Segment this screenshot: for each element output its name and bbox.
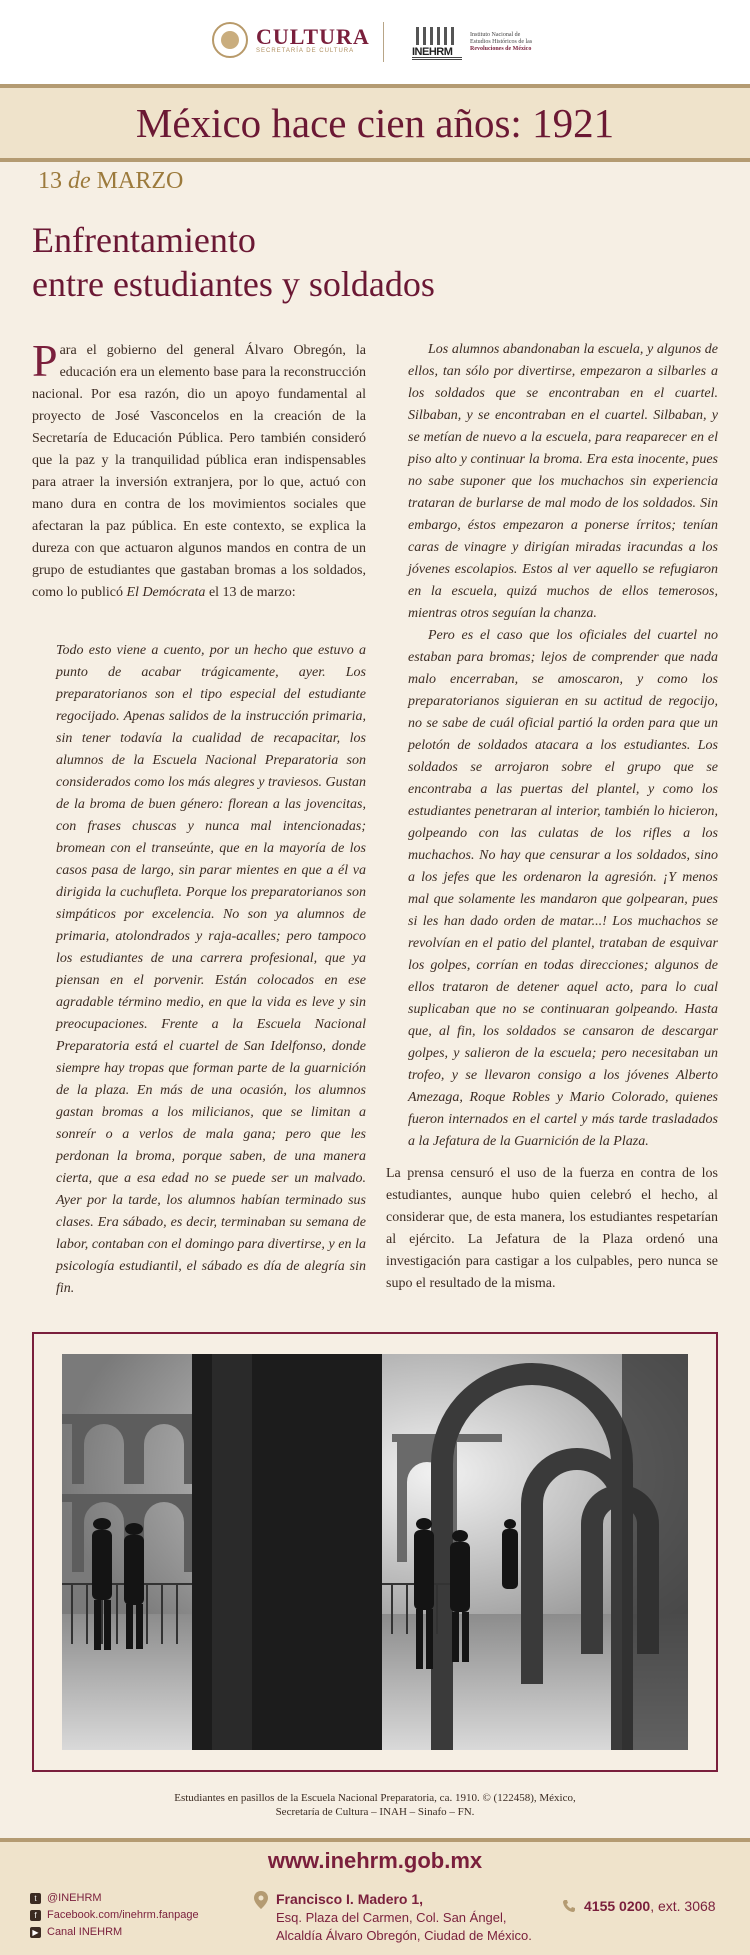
inehrm-line1: Instituto Nacional de — [470, 32, 521, 38]
date-de: de — [68, 168, 91, 194]
inehrm-building-icon — [412, 25, 462, 60]
facebook-link[interactable] — [30, 1907, 199, 1924]
national-seal-icon — [212, 22, 248, 58]
phone-number: 4155 0200 — [584, 1898, 651, 1914]
twitter-link[interactable] — [30, 1890, 199, 1907]
caption-line2: Secretaría de Cultura – INAH – Sinafo – FN. — [275, 1806, 475, 1818]
quote-block-3: Pero es el caso que los oficiales del cuartel no estaban para bromas; lejos de comprender que nada malo encerraban, se amoscaron, y como los preparatorianos siguieran en su actitud de regocijo, no se sabe de cuál oficial partió la orden para que un pelotón de soldados atacara a los estudiantes. Los soldados se arrojaron sobre el grupo que se encontraba a las puertas del plantel, y como los estudiantes penetraran al interior, también lo hicieron, golpeando con las culatas de los rifles a los muchachos. No hay que censurar a los soldados, sino a los jefes que les ordenaron la agresión. ¡Y menos mal que solamente les mandaron que golpearan, pues si les han dado orden de matar...! Los muchachos se revolvían en el patio del plantel, trataban de esquivar los golpes, corrían en todas direcciones; algunos de ellos trataron de detener aquel acto, para lo cual suplicaban que no se continuaran golpeando. Hasta que, al fin, los soldados se cansaron de descargar golpes, y salieron de la escuela; pero necesitaban un trofeo, y se llevaron consigo a los jóvenes Alberto Amezaga, Roque Robles y Mario Colorado, quienes fueron internados en el cartel y más tarde trasladados a la Jefatura de la Guarnición de la Plaza. — [408, 628, 718, 1149]
address-line2: Esq. Plaza del Carmen, Col. San Ángel, — [276, 1910, 507, 1925]
article-right-column — [386, 339, 718, 1295]
header-bar — [0, 0, 750, 84]
quote-block-2: Los alumnos abandonaban la escuela, y algunos de ellos, tan sólo por divertirse, empezaron a silbarles a los soldados que se encontraban en el cuartel. Silbaban, y se encontraban en el cuartel. Silbaban, y se metían de nuevo a la escuela, para reaparecer en el piso alto y continuar la broma. Era esta inocente, pues no sabe suponer que los muchachos sin experiencia trataran de burlarse de mal modo de los soldados. Sin embargo, éstos empezaron a ponerse írritos; tenían caras de vinagre y dirigían miradas iracundas a los jóvenes escolapios. Estos al ver aquello se refugiaron en la escuela, quizá muchos de ellos temerosos, mientras otros seguían la chanza. — [408, 342, 718, 621]
twitter-icon: t — [30, 1893, 41, 1904]
logo-divider — [383, 22, 384, 62]
facebook-handle: Facebook.com/inehrm.fanpage — [47, 1909, 199, 1921]
cultura-logo[interactable] — [212, 22, 370, 58]
footer — [0, 1838, 750, 1955]
caption-line1: Estudiantes en pasillos de la Escuela Nacional Preparatoria, ca. 1910. © (122458), México, — [174, 1792, 576, 1804]
intro-text: ara el gobierno del general Álvaro Obregón, la educación era un elemento base para la reconstrucción nacional. Por esa razón, dio un apoyo fundamental al proyecto de José Vasconcelos en la creación de la Secretaría de Educación Pública. Pero también consideró que la paz y la tranquilidad pública eran indispensables para atraer la inversión extranjera, por lo que, actuó con mano dura en contra de los movimientos sociales que afectaran la paz pública. En este contexto, se explica la dureza con que actuaron algunos mandos en contra de un grupo de estudiantes que gastaban bromas a los soldados, como lo publicó — [32, 343, 366, 600]
photo-caption — [60, 1791, 690, 1819]
headline-line1: Enfrentamiento — [32, 220, 256, 260]
intro-end: el 13 de marzo: — [205, 585, 296, 600]
photo-frame — [32, 1332, 718, 1772]
address-line3: Alcaldía Álvaro Obregón, Ciudad de México. — [276, 1928, 532, 1943]
address-block — [254, 1890, 532, 1945]
social-links — [30, 1890, 199, 1941]
headline-line2: entre estudiantes y soldados — [32, 264, 435, 304]
youtube-icon: ▶ — [30, 1927, 41, 1938]
source-name: El Demócrata — [126, 585, 206, 600]
page-title: México hace cien años: 1921 — [135, 100, 615, 146]
facebook-icon: f — [30, 1910, 41, 1921]
location-pin-icon — [254, 1891, 268, 1909]
twitter-handle: @INEHRM — [47, 1892, 102, 1904]
inehrm-abbr: INEHRM — [412, 46, 453, 58]
cultura-subtitle: SECRETARÍA DE CULTURA — [256, 48, 355, 54]
inehrm-line3: Revoluciones de México — [470, 46, 532, 52]
drop-cap: P — [32, 335, 58, 386]
date-month: MARZO — [96, 168, 184, 194]
youtube-channel: Canal INEHRM — [47, 1926, 123, 1938]
quote-block-1: Todo esto viene a cuento, por un hecho que estuvo a punto de acabar trágicamente, ayer. Los preparatorianos son el tipo especial del estudiante regocijado. Apenas salidos de la instrucción primaria, sin tener todavía la cualidad de recapacitar, los alumnos de la Escuela Nacional Preparatoria son considerados como los más alegres y traviesos. Gustan de la broma de buen género: florean a las jovencitas, con frases chuscas y nunca mal intencionadas; bromean con el transeúnte, que en la mayoría de los casos pasa de largo, sin parar mientes en que a él va dirigida la cuchufleta. Porque los preparatorianos son simpáticos por excelencia. No son ya alumnos de primaria, atolondrados y raja-acalles; pero tampoco los estudiantes de una carrera profesional, que ya piensan en el porvenir. Están colocados en ese agradable término medio, en que la vida es leve y sin preocupaciones. Frente a la Escuela Nacional Preparatoria está el cuartel de San Idelfonso, donde siempre hay tropas que forman parte de la guarnición de la plaza. En más de una ocasión, los alumnos gastan bromas a los milicianos, que se limitan a sonreír o a verlos de mala gana; pero que les perdonan la broma, porque saben, de una manera cierta, que a esa edad no se puede ser un malvado. Ayer por la tarde, los alumnos habían terminado sus clases. Era sábado, es decir, terminaban su semana de labor, contaban con el domingo para divertirse, y en la psicología estudiantil, el sábado es día de alegría sin fin. — [56, 643, 366, 1296]
date-label — [38, 168, 183, 195]
title-banner — [0, 84, 750, 162]
article-left-column — [32, 335, 366, 1296]
article-headline — [32, 218, 435, 306]
date-day: 13 — [38, 168, 62, 194]
address-street: Francisco I. Madero 1, — [276, 1891, 424, 1907]
phone-ext: , ext. 3068 — [650, 1898, 716, 1914]
inehrm-logo[interactable] — [412, 25, 532, 60]
phone-icon — [562, 1899, 576, 1913]
website-link[interactable]: www.inehrm.gob.mx — [267, 1848, 483, 1873]
cultura-title: CULTURA — [256, 24, 370, 49]
intro-paragraph — [32, 335, 366, 604]
historic-photo — [62, 1354, 688, 1750]
inehrm-line2: Estudios Históricos de las — [470, 39, 533, 45]
courtyard-photo-illustration — [62, 1354, 688, 1750]
closing-paragraph: La prensa censuró el uso de la fuerza en contra de los estudiantes, aunque hubo quien celebró el hecho, al considerar que, de esta manera, los estudiantes respetarían al ejército. La Jefatura de la Plaza ordenó una investigación para castigar a los culpables, pero nunca se supo el resultado de la misma. — [386, 1166, 718, 1291]
phone-block[interactable] — [562, 1898, 716, 1914]
youtube-link[interactable] — [30, 1924, 199, 1941]
